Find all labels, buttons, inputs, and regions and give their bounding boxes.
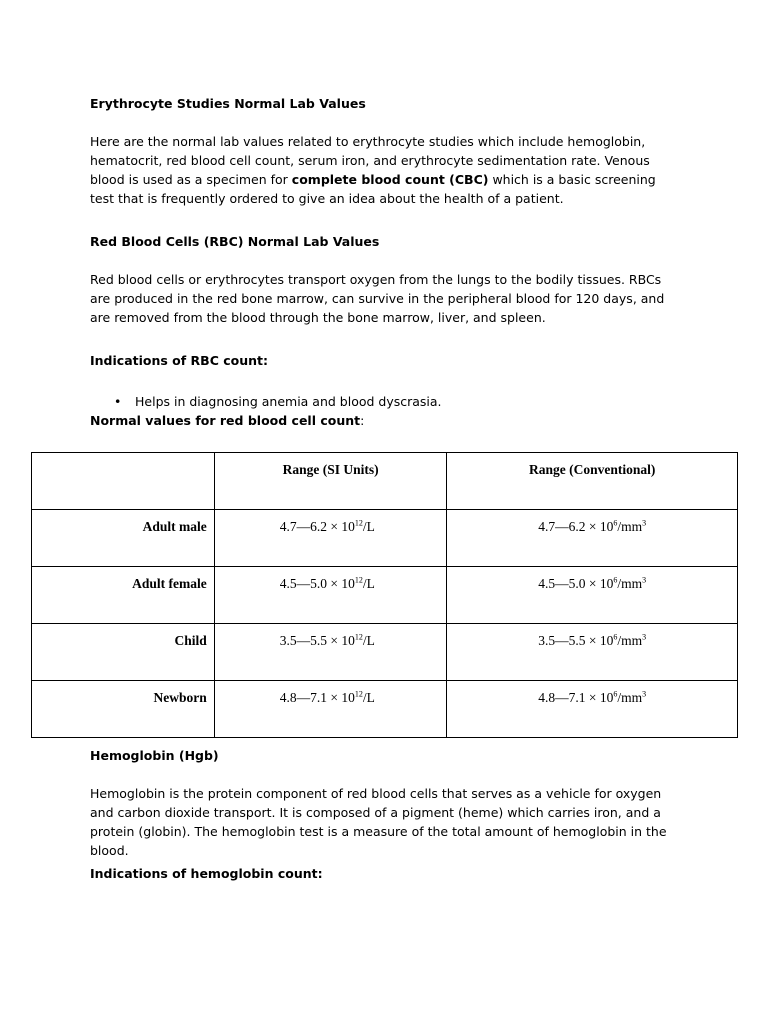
intro-bold-term: complete blood count (CBC) [291, 172, 489, 187]
conv-range-exponent: 6 [613, 632, 618, 642]
rbc-paragraph: Red blood cells or erythrocytes transport oxygen from the lungs to the bodily tissues. RBCs are produced in the red bone marrow, can survive in the peripheral blood for 120 days, and are removed from the blood through the bone marrow, liver, and spleen. [90, 272, 665, 325]
rbc-normal-values-table [31, 452, 738, 738]
conv-unit-exponent: 3 [642, 632, 647, 642]
table-row [32, 567, 738, 624]
conv-range-exponent: 6 [613, 689, 618, 699]
conv-range-unit: /mm [617, 519, 643, 534]
intro-text-start: Here are the normal lab values related to erythrocyte studies which include hemoglobin, hematocrit, red blood cell count, serum iron, and erythrocyte sedimentation rate. Venous blood is used as a specimen for [90, 134, 650, 187]
conv-range-unit: /mm [617, 690, 643, 705]
conv-range-value: 3.5—5.5 × 10 [538, 633, 614, 648]
bullet-icon: • [114, 394, 122, 409]
conventional-range-cell [447, 681, 738, 738]
conv-range-unit: /mm [617, 576, 643, 591]
si-range-unit: /L [362, 519, 375, 534]
rbc-indications-heading: Indications of RBC count: [90, 353, 268, 368]
si-range-cell [214, 567, 447, 624]
si-range-value: 4.5—5.0 × 10 [279, 576, 355, 591]
row-label-cell: Newborn [32, 681, 215, 738]
si-range-cell [214, 510, 447, 567]
hemoglobin-indications-heading: Indications of hemoglobin count: [90, 866, 323, 881]
row-label-cell: Adult female [32, 567, 215, 624]
table-header-conventional: Range (Conventional) [447, 453, 738, 510]
table-row [32, 624, 738, 681]
conventional-range-cell [447, 567, 738, 624]
normal-values-label-text: Normal values for red blood cell count [90, 413, 361, 428]
conv-unit-exponent: 3 [642, 689, 647, 699]
list-item-text: Helps in diagnosing anemia and blood dyscrasia. [135, 394, 442, 409]
intro-paragraph [90, 132, 680, 208]
table-header-blank [32, 453, 215, 510]
si-range-unit: /L [362, 576, 375, 591]
hemoglobin-heading: Hemoglobin (Hgb) [90, 748, 219, 763]
conv-range-value: 4.5—5.0 × 10 [538, 576, 614, 591]
si-range-unit: /L [362, 633, 375, 648]
row-label-cell: Adult male [32, 510, 215, 567]
si-range-value: 4.7—6.2 × 10 [279, 519, 355, 534]
table-row [32, 681, 738, 738]
conventional-range-cell [447, 510, 738, 567]
conv-range-value: 4.7—6.2 × 10 [538, 519, 614, 534]
si-range-exponent: 12 [354, 689, 363, 699]
conv-range-exponent: 6 [613, 518, 618, 528]
si-range-value: 3.5—5.5 × 10 [279, 633, 355, 648]
si-range-cell [214, 624, 447, 681]
conv-unit-exponent: 3 [642, 518, 647, 528]
table-row [32, 510, 738, 567]
conventional-range-cell [447, 624, 738, 681]
conv-unit-exponent: 3 [642, 575, 647, 585]
normal-values-label [90, 411, 680, 430]
si-range-exponent: 12 [354, 518, 363, 528]
conv-range-value: 4.8—7.1 × 10 [538, 690, 614, 705]
rbc-heading: Red Blood Cells (RBC) Normal Lab Values [90, 234, 380, 249]
si-range-value: 4.8—7.1 × 10 [279, 690, 355, 705]
hemoglobin-paragraph: Hemoglobin is the protein component of red blood cells that serves as a vehicle for oxygen and carbon dioxide transport. It is composed of a pigment (heme) which carries iron, and a protein (globin). The hemoglobin test is a measure of the total amount of hemoglobin in the blood. [90, 786, 667, 858]
normal-values-colon: : [360, 413, 365, 428]
si-range-exponent: 12 [354, 632, 363, 642]
document-title: Erythrocyte Studies Normal Lab Values [90, 96, 366, 111]
si-range-unit: /L [362, 690, 375, 705]
conv-range-unit: /mm [617, 633, 643, 648]
si-range-cell [214, 681, 447, 738]
si-range-exponent: 12 [354, 575, 363, 585]
intro-text-end: which is a basic screening test that is frequently ordered to give an idea about the health of a patient. [90, 172, 656, 206]
table-header-si-units: Range (SI Units) [214, 453, 447, 510]
table-header-row [32, 453, 738, 510]
row-label-cell: Child [32, 624, 215, 681]
conv-range-exponent: 6 [613, 575, 618, 585]
